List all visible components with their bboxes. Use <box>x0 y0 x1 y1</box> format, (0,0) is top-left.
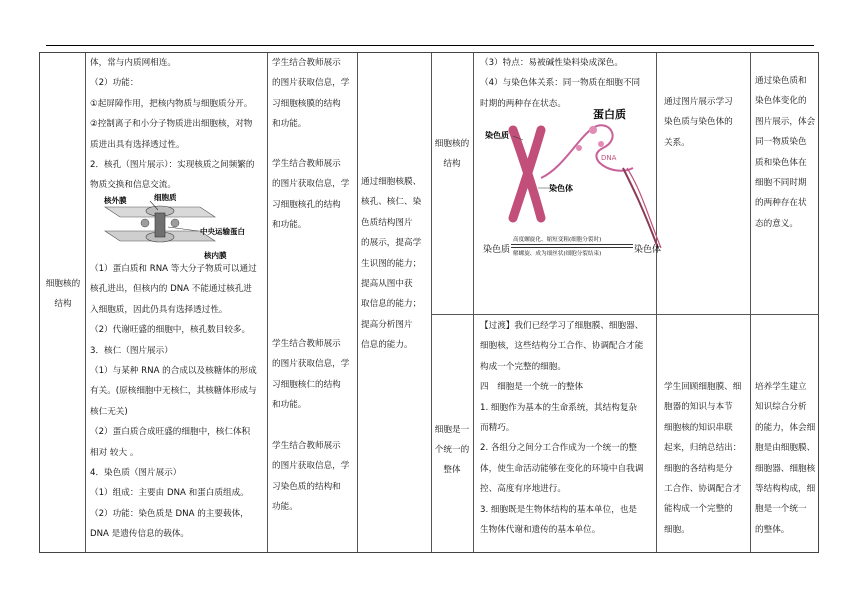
col-divider <box>473 53 474 552</box>
student-activity-relation <box>664 92 754 153</box>
intent-line: 细胞不同时期 <box>755 178 807 189</box>
intent-line: 的整体。 <box>755 524 790 535</box>
topic-cell-nucleus-structure <box>42 274 84 314</box>
content-line: 四 细胞是一个统一的整体 <box>480 382 584 393</box>
student-activity-nucleolus <box>272 334 356 416</box>
nuclear-pore-figure <box>100 193 262 263</box>
topic-cell-nucleus-structure-right <box>432 134 472 174</box>
content-line: 2．核孔（图片展示）：实现核质之间频繁的 <box>90 160 255 171</box>
activity-line: 学生回顾细胞膜、细 <box>664 382 742 392</box>
content-line: 核孔进出，但核内的 DNA 不能通过核孔进 <box>90 284 252 295</box>
activity-line: 和功能。 <box>272 119 307 130</box>
content-line: 控、高度有序地进行。 <box>480 484 566 495</box>
label-dna: DNA <box>601 154 617 162</box>
intent-line: 胞是一个统一 <box>755 504 807 515</box>
intent-line: 质和染色体在 <box>755 157 807 168</box>
intent-line: 提高分析图片 <box>361 319 413 330</box>
intent-line: 染色体变化的 <box>755 96 807 107</box>
activity-line: 的图片获取信息，学 <box>272 179 350 190</box>
topic-line: 整体 <box>443 465 461 475</box>
content-line: 2. 各组分之间分工合作成为一个统一的整 <box>480 443 638 454</box>
activity-line: 学生结合教师展示 <box>272 58 341 68</box>
content-line: 4．染色质（图片展示） <box>90 468 182 479</box>
content-line: DNA 是遗传信息的载体。 <box>90 529 190 540</box>
relation-arrow-top: 高度螺旋化、缩短变粗(细胞分裂时) <box>513 237 602 243</box>
student-activity-summary <box>664 377 754 540</box>
content-line: （2）功能：染色质是 DNA 的主要载体， <box>90 508 249 519</box>
intent-line: 色质结构图片 <box>361 217 413 228</box>
activity-line: 细胞核的知识串联 <box>664 422 733 433</box>
intent-line: 取信息的能力； <box>361 299 422 310</box>
label-cytoplasm: 细胞质 <box>154 193 177 202</box>
content-line: 相对 较大 。 <box>90 447 139 458</box>
label-chromosome: 染色体 <box>549 184 573 193</box>
intent-line: 知识综合分析 <box>755 402 807 413</box>
content-block-2 <box>90 259 270 545</box>
intent-line: 的展示，提高学 <box>361 238 422 249</box>
content-line: 质进出具有选择透过性。 <box>90 139 185 150</box>
intent-line: 核孔、核仁、染 <box>361 197 422 208</box>
left-arrow-icon <box>511 247 633 248</box>
activity-line: 学生结合教师展示 <box>272 159 341 169</box>
intent-line: 培养学生建立 <box>755 382 807 392</box>
intent-line: 信息的能力。 <box>361 340 413 351</box>
intent-line: 通过细胞核膜、 <box>361 177 422 187</box>
content-line: 细胞核，这些结构分工合作、协调配合才能 <box>480 341 644 352</box>
intent-line: 图片展示，体会 <box>755 116 816 127</box>
activity-line: 功能。 <box>272 502 298 513</box>
topic-line: 细胞是一 <box>434 425 470 435</box>
activity-line: 能构成一个完整的 <box>664 504 733 515</box>
content-line: （2）功能： <box>90 78 139 89</box>
content-line: 3．核仁（图片展示） <box>90 345 173 356</box>
content-line: 核仁无关) <box>90 406 128 417</box>
content-line: （2）蛋白质合成旺盛的细胞中，核仁体积 <box>90 427 251 438</box>
content-line: 生物体代谢和遗传的基本单位。 <box>480 525 601 536</box>
activity-line: 关系。 <box>664 137 690 148</box>
teaching-intent-summary <box>755 377 817 540</box>
teaching-intent-relation <box>755 71 817 234</box>
content-line: （2）代谢旺盛的细胞中，核孔数目较多。 <box>90 325 251 336</box>
activity-line: 习细胞核孔的结构 <box>272 199 341 210</box>
intent-line: 细胞器、细胞核 <box>755 463 816 474</box>
content-line: ①起屏障作用，把核内物质与细胞质分开。 <box>90 98 253 109</box>
intent-line: 等结构构成，细 <box>755 484 816 495</box>
topic-label: 细胞核的结构 <box>45 279 81 309</box>
intent-line: 的能力，体会细 <box>755 422 816 433</box>
topic-cell-unified-whole <box>432 420 472 480</box>
activity-line: 的图片获取信息，学 <box>272 78 350 89</box>
content-block-unified-cell <box>480 316 660 540</box>
content-line: 【过渡】我们已经学习了细胞膜、细胞器、 <box>480 321 644 331</box>
chromatin-chromosome-relation <box>483 235 663 265</box>
header-rule <box>46 45 814 46</box>
student-activity-chromatin <box>272 436 356 518</box>
topic-label: 细胞核的结构 <box>434 139 470 169</box>
activity-line: 和功能。 <box>272 220 307 231</box>
content-line: （3）特点：易被碱性染料染成深色。 <box>480 58 623 68</box>
intent-line: 生识图的能力； <box>361 258 422 269</box>
content-line: 3. 细胞既是生物体结构的基本单位，也是 <box>480 504 638 515</box>
activity-line: 的图片获取信息，学 <box>272 359 350 370</box>
activity-line: 染色质与染色体的 <box>664 117 733 128</box>
label-protein: 蛋白质 <box>593 108 626 121</box>
content-block-chromatin <box>480 53 660 114</box>
content-line: 时期的两种存在状态。 <box>480 98 566 109</box>
topic-line: 个统一的 <box>434 445 470 455</box>
content-line: 1. 细胞作为基本的生命系统，其结构复杂 <box>480 402 638 413</box>
activity-line: 习细胞核仁的结构 <box>272 379 341 390</box>
content-line: （1）蛋白质和 RNA 等大分子物质可以通过 <box>90 264 257 274</box>
intent-line: 胞是由细胞膜、 <box>755 443 816 454</box>
relation-right: 染色体 <box>634 245 662 255</box>
col-divider <box>85 53 86 552</box>
col-divider <box>357 53 358 552</box>
student-activity-pore <box>272 154 356 236</box>
activity-line: 胞器的知识与本节 <box>664 402 733 413</box>
content-block-1 <box>90 53 270 196</box>
intent-line: 通过染色质和 <box>755 76 807 86</box>
activity-line: 通过图片展示学习 <box>664 97 733 107</box>
right-arrow-icon <box>511 244 633 245</box>
intent-line: 态的意义。 <box>755 218 798 229</box>
content-line: 有关。(原核细胞中无核仁，其核糖体形成与 <box>90 386 257 397</box>
activity-line: 学生结合教师展示 <box>272 441 341 451</box>
row-divider <box>431 314 819 315</box>
activity-line: 起来，归纳总结出： <box>664 443 742 454</box>
content-line: 入细胞质，因此仍具有选择透过性。 <box>90 304 228 315</box>
relation-left: 染色质 <box>483 245 511 255</box>
label-chromatin: 染色质 <box>485 131 509 140</box>
student-activity-membrane <box>272 53 356 135</box>
activity-line: 习细胞核膜的结构 <box>272 98 341 109</box>
activity-line: 工合作、协调配合才 <box>664 484 742 495</box>
content-line: 体，常与内质网相连。 <box>90 58 176 68</box>
content-line: 构成一个完整的细胞。 <box>480 361 566 372</box>
activity-line: 习染色质的结构和 <box>272 481 341 492</box>
content-line: 物质交换和信息交流。 <box>90 180 176 191</box>
activity-line: 学生结合教师展示 <box>272 339 341 349</box>
intent-line: 同一物质染色 <box>755 137 807 148</box>
activity-line: 细胞的各结构是分 <box>664 463 733 474</box>
content-line: ②控制离子和小分子物质进出细胞核，对物 <box>90 119 253 130</box>
teaching-intent-left <box>361 172 429 356</box>
content-line: 体，使生命活动能够在变化的环境中自我调 <box>480 463 644 474</box>
activity-line: 和功能。 <box>272 400 307 411</box>
content-line: （1）与某种 RNA 的合成以及核糖体的形成 <box>90 366 257 377</box>
activity-line: 细胞。 <box>664 524 690 535</box>
content-line: （4）与染色体关系：同一物质在细胞不同 <box>480 78 641 89</box>
activity-line: 的图片获取信息，学 <box>272 461 350 472</box>
relation-arrow-bottom: 解螺旋、成为细丝状(细胞分裂结束) <box>513 251 602 257</box>
label-central-protein: 中央运输蛋白 <box>200 227 245 236</box>
label-outer-membrane: 核外膜 <box>104 196 127 205</box>
label-inner-membrane: 核内膜 <box>204 251 227 260</box>
content-line: （1）组成：主要由 DNA 和蛋白质组成。 <box>90 488 249 499</box>
content-line: 而精巧。 <box>480 423 515 434</box>
intent-line: 的两种存在状 <box>755 198 807 209</box>
intent-line: 提高从图中获 <box>361 279 413 290</box>
